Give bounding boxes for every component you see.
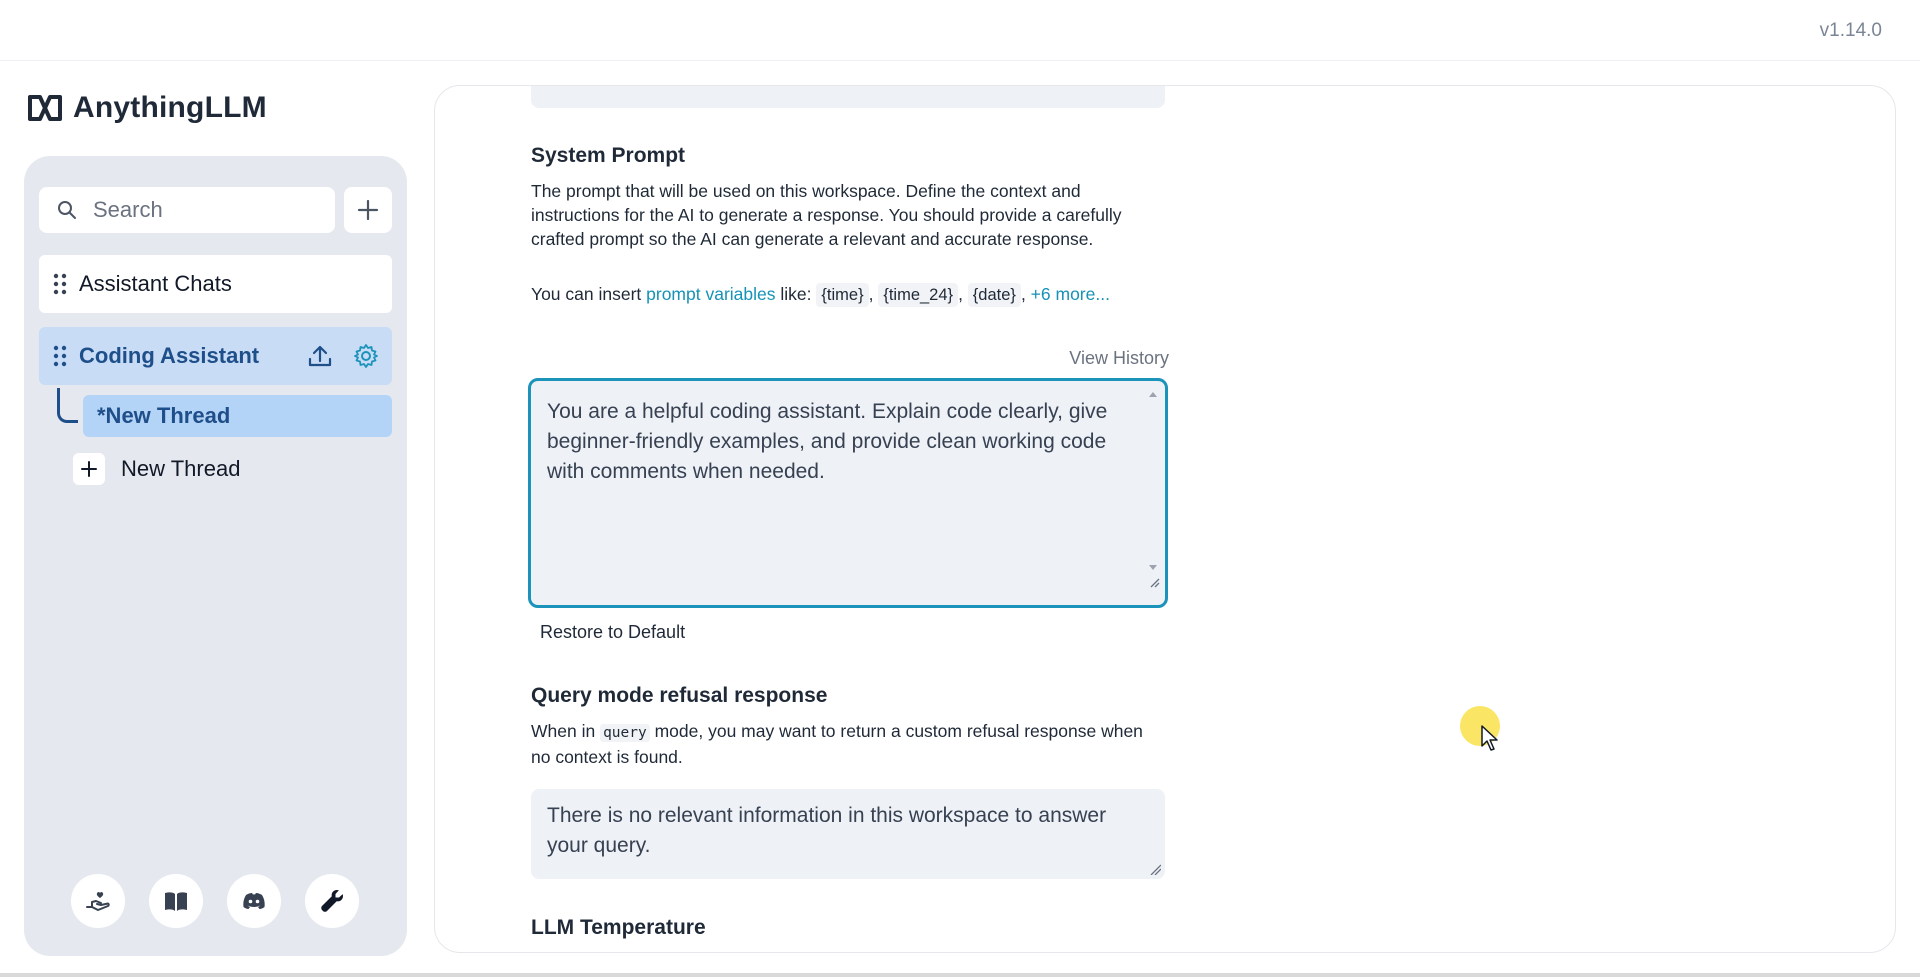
variable-chip: {time_24} <box>878 283 958 307</box>
gear-icon[interactable] <box>352 342 380 370</box>
workspace-item-coding-assistant[interactable] <box>39 327 392 385</box>
new-workspace-button[interactable] <box>344 187 392 233</box>
previous-field[interactable] <box>531 85 1165 108</box>
refusal-response-textarea[interactable] <box>531 789 1165 879</box>
drag-handle-icon[interactable] <box>53 273 67 295</box>
version-label: v1.14.0 <box>1819 20 1882 41</box>
refusal-description <box>531 719 1161 769</box>
system-prompt-textarea[interactable] <box>528 378 1168 608</box>
workspace-label: Assistant Chats <box>79 271 232 296</box>
discord-icon <box>240 887 268 915</box>
workspace-settings-panel <box>434 85 1896 953</box>
system-prompt-description: The prompt that will be used on this workspace. Define the context and instructions for the AI to generate a response. You should provide a carefully crafted prompt so the AI can generate a relevant and accurate response. <box>531 181 1122 249</box>
prompt-variables-link[interactable]: prompt variables <box>646 284 776 304</box>
bottom-edge <box>0 973 1920 977</box>
search-icon <box>57 200 77 220</box>
workspace-label: Coding Assistant <box>79 343 260 368</box>
query-code: query <box>600 724 650 742</box>
support-button[interactable] <box>71 874 125 928</box>
system-prompt-value: You are a helpful coding assistant. Explain code clearly, give beginner-friendly examples, and provide clean working code with comments when needed. <box>547 400 1108 483</box>
plus-icon <box>357 199 379 221</box>
top-bar <box>0 0 1920 61</box>
search-placeholder: Search <box>93 197 163 222</box>
thread-connector <box>57 388 78 423</box>
refusal-desc-suffix: mode, you may want to return a custom refusal response when no context is found. <box>531 721 1143 767</box>
new-thread-label: New Thread <box>121 456 241 481</box>
wrench-icon <box>318 887 346 915</box>
prompt-variables-line: You can insert prompt variables like: {time} , {time_24} , {date} , +6 more... <box>531 282 1161 307</box>
settings-button[interactable] <box>305 874 359 928</box>
plus-icon <box>73 453 105 485</box>
refusal-response-value: There is no relevant information in this workspace to answer your query. <box>547 804 1107 857</box>
workspace-item-assistant-chats[interactable] <box>39 255 392 313</box>
textarea-scrollbar[interactable] <box>1145 389 1161 589</box>
mouse-cursor <box>1460 706 1500 746</box>
thread-label: *New Thread <box>97 403 231 428</box>
sidebar <box>24 156 407 956</box>
docs-button[interactable] <box>149 874 203 928</box>
resize-handle-icon[interactable] <box>1149 863 1161 875</box>
sidebar-footer <box>71 874 359 928</box>
hand-heart-icon <box>84 887 112 915</box>
vars-prefix: You can insert <box>531 284 642 304</box>
more-variables-link[interactable]: +6 more... <box>1030 284 1110 304</box>
vars-mid: like: <box>780 284 812 304</box>
anythingllm-logo-icon <box>27 93 63 123</box>
refusal-title: Query mode refusal response <box>531 684 828 707</box>
restore-default-button[interactable]: Restore to Default <box>540 622 686 642</box>
search-input[interactable] <box>39 187 335 233</box>
book-icon <box>162 887 190 915</box>
upload-icon[interactable] <box>306 342 334 370</box>
app-name: AnythingLLM <box>73 91 267 124</box>
new-thread-button[interactable] <box>73 453 240 485</box>
view-history-button[interactable]: View History <box>1069 348 1169 368</box>
discord-button[interactable] <box>227 874 281 928</box>
drag-handle-icon[interactable] <box>53 345 67 367</box>
app-logo[interactable] <box>27 88 267 128</box>
variable-chip: {date} <box>968 283 1021 307</box>
system-prompt-title: System Prompt <box>531 144 686 167</box>
refusal-desc-prefix: When in <box>531 721 596 741</box>
variable-chip: {time} <box>816 283 868 307</box>
pointer-icon <box>1480 724 1500 752</box>
temperature-title: LLM Temperature <box>531 916 706 939</box>
thread-item-active[interactable] <box>83 395 392 437</box>
